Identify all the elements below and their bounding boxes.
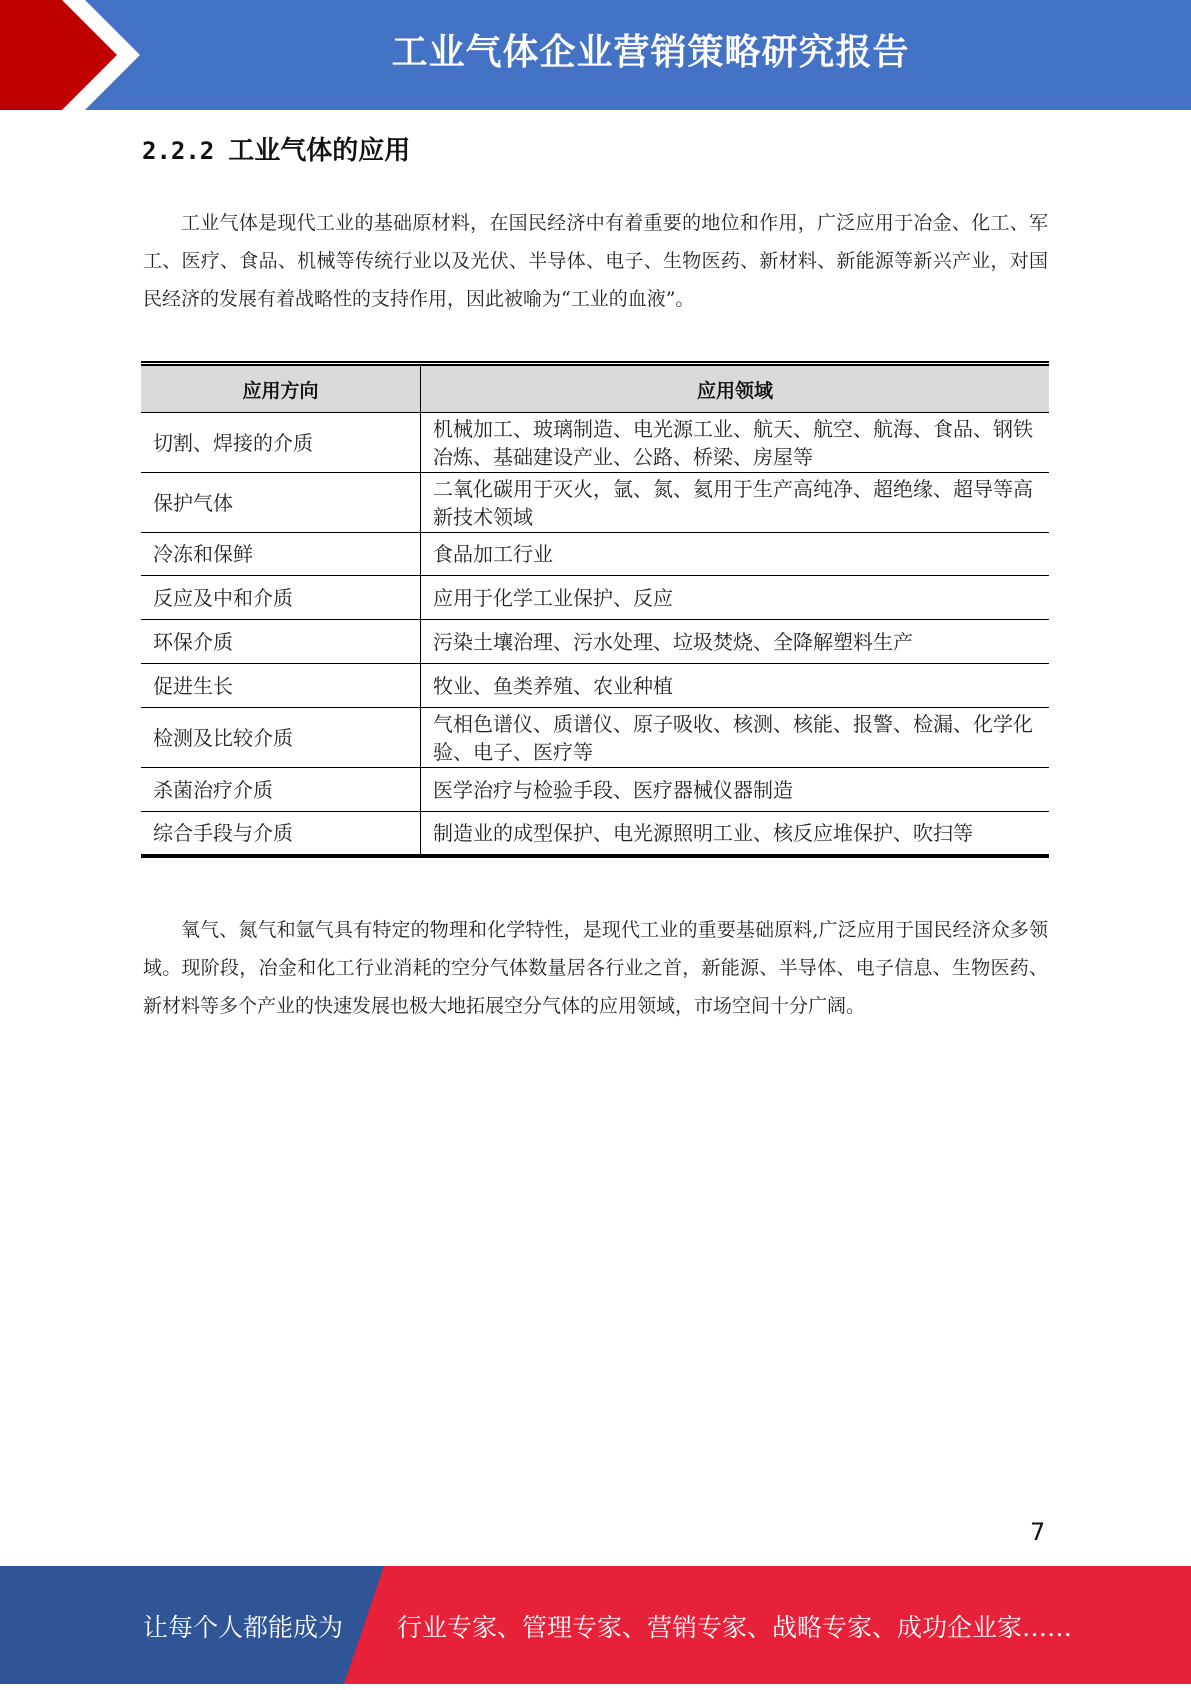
cell-direction: 促进生长	[141, 664, 421, 708]
cell-direction: 保护气体	[141, 473, 421, 533]
table-row	[141, 576, 1049, 620]
body-paragraph: 氧气、氮气和氩气具有特定的物理和化学特性，是现代工业的重要基础原料,广泛应用于国民经济众多领域。现阶段，冶金和化工行业消耗的空分气体数量居各行业之首，新能源、半导体、电子信息、生物医药、新材料等多个产业的快速发展也极大地拓展空分气体的应用领域，市场空间十分广阔。	[143, 919, 1048, 1017]
footer-tagline: 行业专家、管理专家、营销专家、战略专家、成功企业家……	[397, 1613, 1073, 1642]
applications-table	[141, 361, 1049, 858]
cell-field: 机械加工、玻璃制造、电光源工业、航天、航空、航海、食品、钢铁冶炼、基础建设产业、公路、桥梁、房屋等	[421, 413, 1050, 473]
chevron-arrow-icon	[0, 0, 160, 110]
table-row	[141, 413, 1049, 473]
cell-direction: 反应及中和介质	[141, 576, 421, 620]
table-row	[141, 708, 1049, 768]
column-header-field: 应用领域	[421, 364, 1050, 413]
footer-slogan: 让每个人都能成为	[143, 1613, 344, 1642]
intro-paragraph: 工业气体是现代工业的基础原材料，在国民经济中有着重要的地位和作用，广泛应用于冶金、化工、军工、医疗、食品、机械等传统行业以及光伏、半导体、电子、生物医药、新材料、新能源等新兴产业，对国民经济的发展有着战略性的支持作用，因此被喻为“工业的血液”。	[143, 212, 1048, 310]
cell-field: 二氧化碳用于灭火，氩、氮、氦用于生产高纯净、超绝缘、超导等高新技术领域	[421, 473, 1050, 533]
page-number: 7	[1030, 1518, 1046, 1546]
table-row	[141, 533, 1049, 576]
table-header-row	[141, 364, 1049, 413]
section-title: 工业气体的应用	[228, 136, 411, 166]
table-row	[141, 473, 1049, 533]
cell-field: 牧业、鱼类养殖、农业种植	[421, 664, 1050, 708]
cell-field: 医学治疗与检验手段、医疗器械仪器制造	[421, 768, 1050, 812]
cell-field: 食品加工行业	[421, 533, 1050, 576]
table-row	[141, 620, 1049, 664]
cell-direction: 检测及比较介质	[141, 708, 421, 768]
table-row	[141, 664, 1049, 708]
table-row	[141, 768, 1049, 812]
cell-field: 气相色谱仪、质谱仪、原子吸收、核测、核能、报警、检漏、化学化验、电子、医疗等	[421, 708, 1050, 768]
section-heading	[142, 130, 410, 167]
cell-field: 应用于化学工业保护、反应	[421, 576, 1050, 620]
cell-direction: 杀菌治疗介质	[141, 768, 421, 812]
applications-table-wrapper	[141, 361, 1049, 858]
cell-direction: 切割、焊接的介质	[141, 413, 421, 473]
column-header-direction: 应用方向	[141, 364, 421, 413]
section-number: 2.2.2	[142, 137, 215, 165]
report-title: 工业气体企业营销策略研究报告	[391, 32, 910, 73]
cell-direction: 环保介质	[141, 620, 421, 664]
footer-banner	[0, 1566, 1191, 1684]
cell-direction: 综合手段与介质	[141, 812, 421, 856]
cell-direction: 冷冻和保鲜	[141, 533, 421, 576]
header-banner	[0, 0, 1191, 110]
table-row	[141, 812, 1049, 856]
cell-field: 制造业的成型保护、电光源照明工业、核反应堆保护、吹扫等	[433, 820, 973, 845]
cell-field: 污染土壤治理、污水处理、垃圾焚烧、全降解塑料生产	[421, 620, 1050, 664]
